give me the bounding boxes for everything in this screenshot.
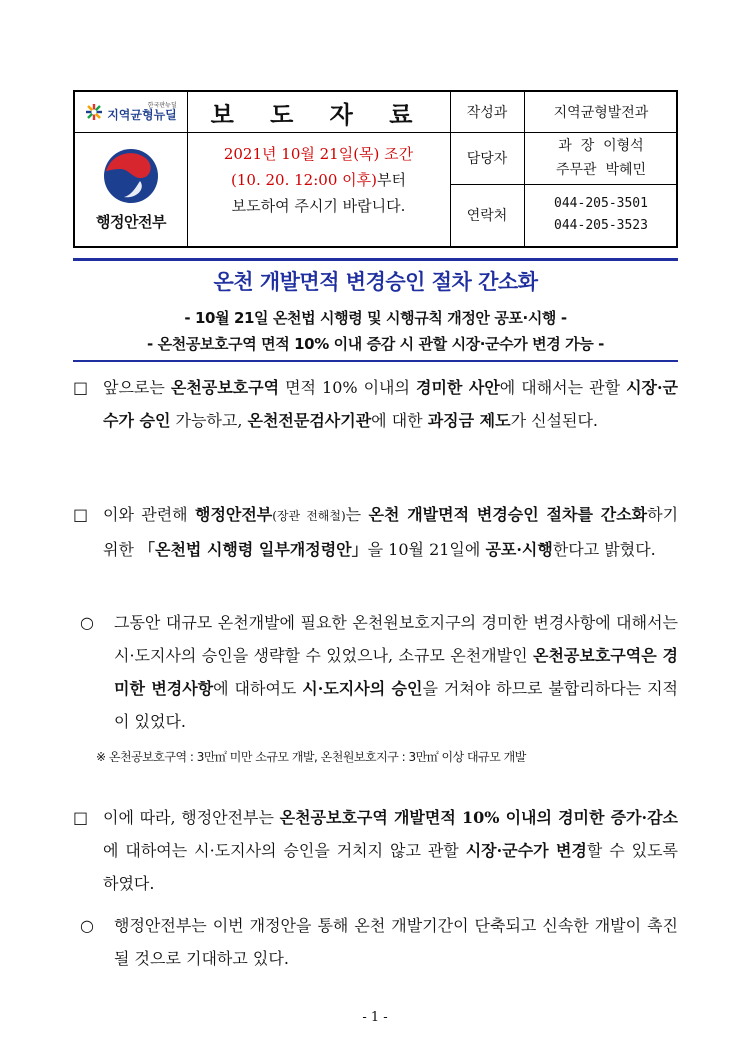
- release-time-suffix: 부터: [376, 171, 406, 189]
- header-table: [73, 90, 678, 248]
- subheadline-1: - 10월 21일 온천법 시행령 및 시행규칙 개정안 공포·시행 -: [184, 309, 567, 327]
- circle-bullet-icon: ○: [80, 916, 94, 935]
- dept-value: 지역균형발전과: [553, 105, 649, 121]
- paragraph-3: ○ 그동안 대규모 온천개발에 필요한 온천원보호지구의 경미한 변경사항에 대해서는 시·도지사의 승인을 생략할 수 있었으나, 소규모 온천개발인 온천공보호구역은 경미한 변경사항에 대하여도 시·도지사의 승인을 거쳐야 하므로 불합리하다는 지적이 있었다.: [80, 606, 678, 738]
- footnote: [96, 748, 678, 765]
- document-title: 보 도 자 료: [210, 99, 427, 129]
- phone-label: 연락처: [466, 208, 508, 224]
- contact-persons: [524, 132, 678, 184]
- phone-1: 044-205-3501: [554, 196, 648, 211]
- phone-numbers: [524, 184, 678, 246]
- dept-label: 작성과: [466, 105, 508, 121]
- note-mark-icon: ※: [96, 750, 106, 764]
- paragraph-4: □ 이에 따라, 행정안전부는 온천공보호구역 개발면적 10% 이내의 경미한 증가·감소에 대하여는 시·도지사의 승인을 거치지 않고 관할 시장·군수가 변경할 수 있도록 하였다.: [73, 801, 678, 900]
- contact-label: 담당자: [466, 151, 508, 167]
- square-bullet-icon: □: [73, 808, 89, 827]
- circle-bullet-icon: ○: [80, 613, 94, 632]
- square-bullet-icon: □: [73, 505, 89, 524]
- paragraph-2: □ 이와 관련해 행정안전부(장관 전해철)는 온천 개발면적 변경승인 절차를 간소화하기 위한 「온천법 시행령 일부개정령안」을 10월 21일에 공포·시행한다고 밝혔다.: [73, 498, 678, 566]
- headline: 온천 개발면적 변경승인 절차 간소화: [213, 270, 538, 294]
- page-number: - 1 -: [362, 1010, 388, 1025]
- square-bullet-icon: □: [73, 378, 89, 397]
- headline-top-rule: [73, 258, 678, 261]
- release-instruction: 보도하여 주시기 바랍니다.: [231, 197, 406, 215]
- new-deal-label: 지역균형뉴딜: [107, 108, 177, 122]
- regional-new-deal-logo: [75, 92, 187, 132]
- taegeuk-emblem-icon: [102, 147, 160, 205]
- release-date: 2021년 10월 21일(목) 조간: [223, 145, 414, 163]
- ministry-name: 행정안전부: [96, 212, 166, 231]
- note-text: 온천공보호구역 : 3만㎡ 미만 소규모 개발, 온천원보호지구 : 3만㎡ 이상 대규모 개발: [108, 750, 526, 764]
- new-deal-mark-icon: [85, 103, 103, 121]
- paragraph-5: ○ 행정안전부는 이번 개정안을 통해 온천 개발기간이 단축되고 신속한 개발이 촉진될 것으로 기대하고 있다.: [80, 909, 678, 975]
- contact-officer: 주무관 박혜민: [555, 162, 647, 178]
- contact-director: 과 장 이형석: [558, 138, 644, 154]
- release-time: (10. 20. 12:00 이후): [231, 171, 377, 189]
- headline-bottom-rule: [73, 360, 678, 362]
- paragraph-1: □ 앞으로는 온천공보호구역 면적 10% 이내의 경미한 사안에 대해서는 관할 시장·군수가 승인 가능하고, 온천전문검사기관에 대한 과징금 제도가 신설된다.: [73, 371, 678, 437]
- ministry-logo: [75, 132, 187, 246]
- release-info: [187, 132, 450, 246]
- phone-2: 044-205-3523: [554, 218, 648, 233]
- new-deal-small-label: 한국판뉴딜: [147, 102, 177, 109]
- subheadline-2: - 온천공보호구역 면적 10% 이내 증감 시 관할 시장·군수가 변경 가능 -: [147, 335, 604, 353]
